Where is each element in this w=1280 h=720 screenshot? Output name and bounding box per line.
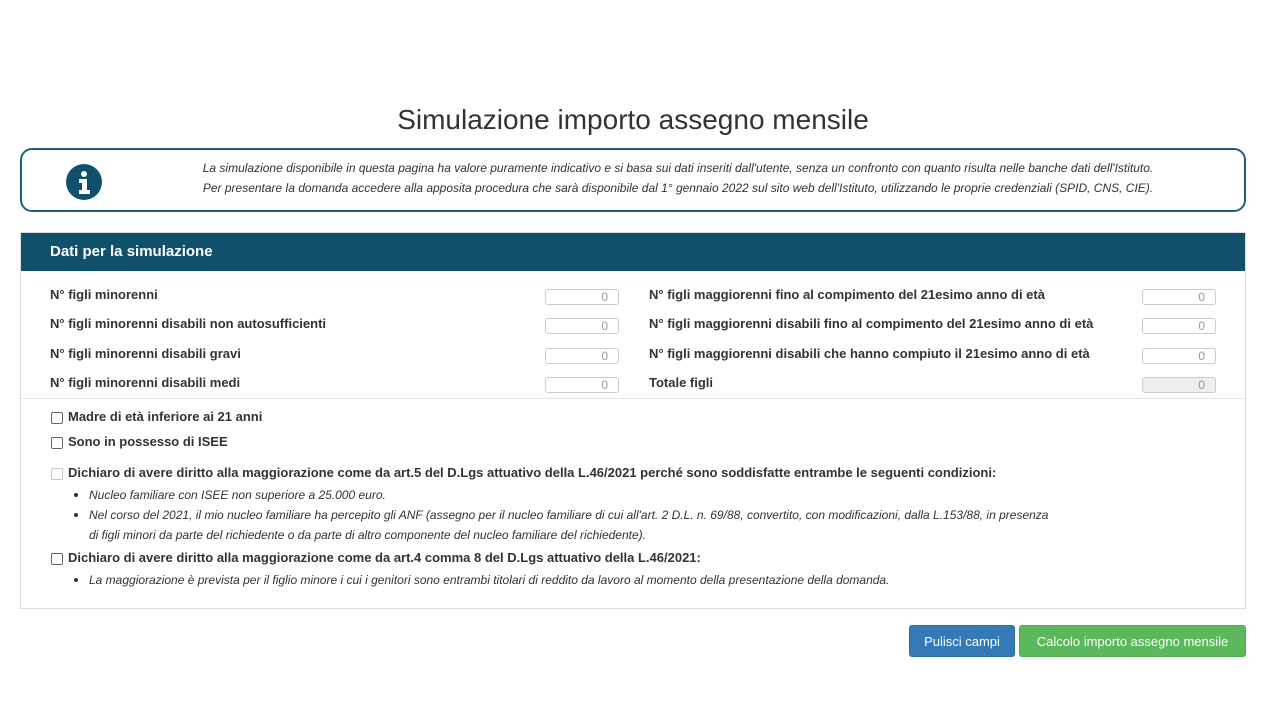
checks-section <box>51 409 1225 590</box>
input-figli-minorenni-non-autosufficienti[interactable] <box>545 318 619 334</box>
checkbox-art5 <box>51 468 63 480</box>
input-figli-minorenni-medi[interactable] <box>545 377 619 393</box>
check-madre-label: Madre di età inferiore ai 21 anni <box>68 409 263 424</box>
info-text <box>132 158 1224 198</box>
simulation-panel <box>20 232 1246 609</box>
info-line-1: La simulazione disponibile in questa pagina ha valore puramente indicativo e si basa sui dati inseriti dall'utente, senza un confronto con quanto risulta nelle banche dati dell'Istituto. <box>202 161 1154 175</box>
label-figli-maggiorenni-21: N° figli maggiorenni fino al compimento del 21esimo anno di età <box>649 287 1045 302</box>
checkbox-art4[interactable] <box>51 553 63 565</box>
label-totale-figli: Totale figli <box>649 375 714 390</box>
art4-bullet-1: La maggiorazione è prevista per il figlio minore i cui i genitori sono entrambi titolari di reddito da lavoro al momento della presentazione della domanda. <box>71 570 1225 590</box>
page-title: Simulazione importo assegno mensile <box>397 104 869 135</box>
art5-bullet-2 <box>71 505 1225 545</box>
input-figli-minorenni[interactable] <box>545 289 619 305</box>
label-figli-minorenni-medi: N° figli minorenni disabili medi <box>50 375 241 390</box>
check-art5-row <box>51 465 1225 483</box>
clear-fields-button[interactable]: Pulisci campi <box>909 625 1015 657</box>
check-isee-label: Sono in possesso di ISEE <box>68 434 228 449</box>
check-isee-row[interactable] <box>51 434 1225 452</box>
info-box <box>20 148 1246 212</box>
label-figli-minorenni: N° figli minorenni <box>50 287 158 302</box>
fields-grid <box>21 271 1245 399</box>
check-madre-row[interactable] <box>51 409 1225 427</box>
label-figli-maggiorenni-disabili-over21: N° figli maggiorenni disabili che hanno compiuto il 21esimo anno di età <box>649 346 1090 361</box>
checkbox-madre[interactable] <box>51 412 63 424</box>
input-figli-maggiorenni-21[interactable] <box>1142 289 1216 305</box>
art5-bullet-1: Nucleo familiare con ISEE non superiore a 25.000 euro. <box>71 485 1225 505</box>
art5-bullets <box>71 485 1225 545</box>
label-figli-minorenni-gravi: N° figli minorenni disabili gravi <box>50 346 241 361</box>
input-figli-minorenni-gravi[interactable] <box>545 348 619 364</box>
info-line-2: Per presentare la domanda accedere alla apposita procedura che sarà disponibile dal 1° gennaio 2022 sul sito web dell'Istituto, utilizzando le proprie credenziali (SPID, CNS, CIE). <box>202 181 1154 195</box>
check-art5-label: Dichiaro di avere diritto alla maggiorazione come da art.5 del D.Lgs attuativo della L.46/2021 perché sono soddisfatte entrambe le seguenti condizioni: <box>68 465 997 480</box>
label-figli-maggiorenni-disabili-21: N° figli maggiorenni disabili fino al compimento del 21esimo anno di età <box>649 316 1094 331</box>
art5-bullet-2b: di figli minori da parte del richiedente o da parte di altro componente del nucleo familiare del richiedente). <box>89 528 646 542</box>
panel-header: Dati per la simulazione <box>21 233 1245 271</box>
info-circle-icon <box>66 164 102 200</box>
input-figli-maggiorenni-disabili-21[interactable] <box>1142 318 1216 334</box>
divider <box>21 398 1245 399</box>
check-art4-label: Dichiaro di avere diritto alla maggiorazione come da art.4 comma 8 del D.Lgs attuativo della L.46/2021: <box>68 550 701 565</box>
art4-bullets <box>71 570 1225 590</box>
calculate-button[interactable]: Calcolo importo assegno mensile <box>1019 625 1246 657</box>
input-figli-maggiorenni-disabili-over21[interactable] <box>1142 348 1216 364</box>
label-figli-minorenni-non-autosufficienti: N° figli minorenni disabili non autosufficienti <box>50 316 327 331</box>
art5-bullet-2a: Nel corso del 2021, il mio nucleo familiare ha percepito gli ANF (assegno per il nucleo familiare di cui all'art. 2 D.L. n. 69/88, convertito, con modificazioni, dalla L.153/88, in presenza <box>89 508 1049 522</box>
input-totale-figli <box>1142 377 1216 393</box>
check-art4-row[interactable] <box>51 550 1225 568</box>
checkbox-isee[interactable] <box>51 437 63 449</box>
